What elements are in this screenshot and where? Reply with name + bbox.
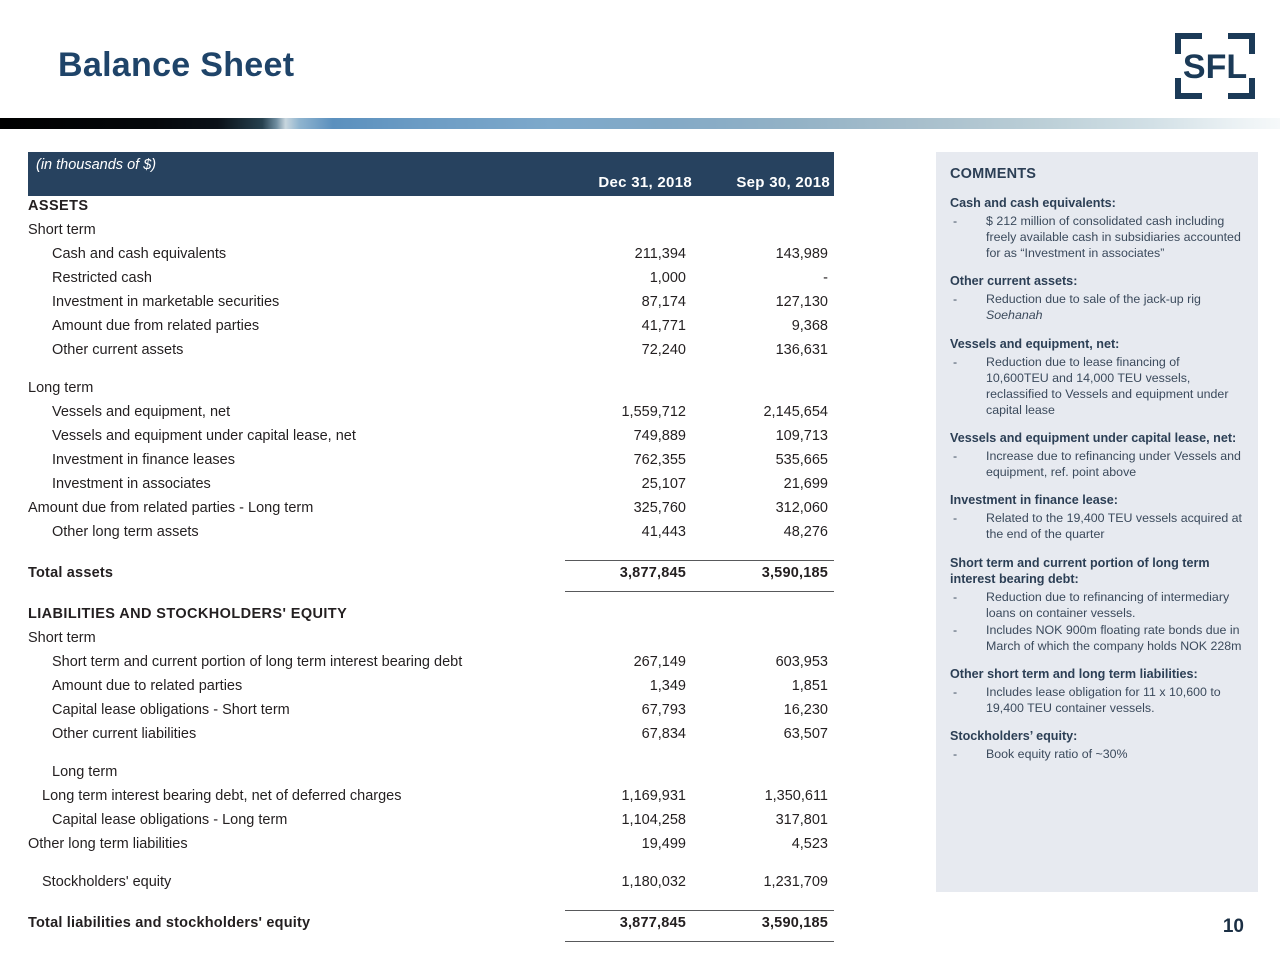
sfl-logo-text: SFL xyxy=(1182,48,1248,86)
comment-text: Includes NOK 900m floating rate bonds due in March of which the company holds NOK 228m xyxy=(986,622,1242,653)
comment-group xyxy=(950,337,1244,418)
comment-group xyxy=(950,431,1244,480)
comment-item xyxy=(950,213,1244,261)
table-units-label: (in thousands of $) xyxy=(36,157,157,173)
comment-text: Increase due to refinancing under Vessels and equipment, ref. point above xyxy=(986,449,1241,480)
row-label: Total assets xyxy=(28,565,114,581)
row-value-dec: 267,149 xyxy=(633,654,686,670)
row-value-dec: 1,000 xyxy=(649,270,686,286)
row-value-sep: 1,851 xyxy=(791,678,828,694)
table-row xyxy=(28,628,834,652)
comments-title: COMMENTS xyxy=(950,166,1037,182)
table-row xyxy=(28,700,834,724)
comment-heading: Stockholders’ equity: xyxy=(950,729,1078,744)
row-value-dec: 3,877,845 xyxy=(619,565,686,581)
row-label: Short term xyxy=(28,630,96,646)
row-label: Vessels and equipment, net xyxy=(52,404,231,420)
table-row xyxy=(28,604,834,628)
comment-group xyxy=(950,493,1244,542)
row-label: Investment in finance leases xyxy=(52,452,235,468)
row-label: Cash and cash equivalents xyxy=(52,246,227,262)
row-value-dec: 19,499 xyxy=(641,836,686,852)
comment-text: $ 212 million of consolidated cash including freely available cash in subsidiaries accounted for as “Investment in associates” xyxy=(986,213,1241,261)
row-value-dec: 762,355 xyxy=(633,452,686,468)
row-label: Other current assets xyxy=(52,342,184,358)
row-value-sep: 63,507 xyxy=(783,726,828,742)
row-value-sep: 3,590,185 xyxy=(761,915,828,931)
comment-item xyxy=(950,746,1244,762)
row-value-sep: 21,699 xyxy=(783,476,828,492)
row-label: Short term and current portion of long term interest bearing debt xyxy=(52,654,463,670)
table-row xyxy=(28,316,834,340)
comment-group xyxy=(950,667,1244,716)
bullet-dash-icon: - xyxy=(953,685,958,699)
comment-heading: Vessels and equipment under capital lease, net: xyxy=(950,431,1237,446)
row-label: Investment in associates xyxy=(52,476,211,492)
bullet-dash-icon: - xyxy=(953,622,958,637)
comment-group xyxy=(950,274,1244,323)
table-row xyxy=(28,498,834,522)
row-label: Capital lease obligations - Short term xyxy=(52,702,290,718)
table-row xyxy=(28,220,834,244)
header-divider-rule xyxy=(0,118,1280,129)
row-value-dec: 3,877,845 xyxy=(619,915,686,931)
row-value-sep: 127,130 xyxy=(775,294,828,310)
table-row xyxy=(28,676,834,700)
table-row xyxy=(28,522,834,546)
row-value-sep: 1,231,709 xyxy=(763,874,828,890)
comment-item xyxy=(950,448,1244,480)
bullet-dash-icon: - xyxy=(953,213,958,228)
comment-heading: Other short term and long term liabilities: xyxy=(950,667,1198,682)
row-value-dec: 67,834 xyxy=(641,726,686,742)
row-value-sep: 136,631 xyxy=(775,342,828,358)
bullet-dash-icon: - xyxy=(953,747,958,762)
table-row xyxy=(28,340,834,364)
comment-heading: Investment in finance lease: xyxy=(950,493,1118,508)
table-row xyxy=(28,834,834,858)
row-label: Long term xyxy=(52,764,118,780)
table-row xyxy=(28,196,834,220)
row-value-dec: 1,104,258 xyxy=(621,812,686,828)
comment-group xyxy=(950,729,1244,762)
comment-item xyxy=(950,622,1244,654)
row-label: Amount due to related parties xyxy=(52,678,243,694)
sfl-logo xyxy=(1172,30,1258,102)
row-label: Short term xyxy=(28,222,96,238)
table-row xyxy=(28,450,834,474)
row-value-sep: 312,060 xyxy=(775,500,828,516)
table-body xyxy=(28,196,834,940)
row-label: Other long term assets xyxy=(52,524,199,540)
row-value-dec: 211,394 xyxy=(634,246,686,262)
row-label: Total liabilities and stockholders' equity xyxy=(28,915,311,931)
row-value-dec: 41,443 xyxy=(641,524,686,540)
table-row xyxy=(28,426,834,450)
row-label: Stockholders' equity xyxy=(42,874,172,890)
row-value-sep: 16,230 xyxy=(783,702,828,718)
comment-text: Related to the 19,400 TEU vessels acquired at the end of the quarter xyxy=(986,511,1242,542)
table-row xyxy=(28,872,834,896)
row-value-sep: 2,145,654 xyxy=(763,404,828,420)
row-value-dec: 72,240 xyxy=(641,342,686,358)
comment-text: Reduction due to refinancing of intermediary loans on container vessels. xyxy=(986,589,1230,620)
table-spacer xyxy=(28,858,834,872)
row-value-sep: 1,350,611 xyxy=(764,788,828,804)
table-row xyxy=(28,724,834,748)
row-value-dec: 1,349 xyxy=(649,678,686,694)
row-label: Investment in marketable securities xyxy=(52,294,280,310)
comment-item xyxy=(950,589,1244,621)
row-value-sep: 317,801 xyxy=(775,812,828,828)
column-header-dec: Dec 31, 2018 xyxy=(598,174,692,191)
column-header-sep: Sep 30, 2018 xyxy=(736,174,830,191)
table-spacer xyxy=(28,364,834,378)
bullet-dash-icon: - xyxy=(953,511,958,526)
comment-item xyxy=(950,354,1244,419)
row-label: Other current liabilities xyxy=(52,726,197,742)
row-value-sep: 143,989 xyxy=(775,246,828,262)
page-number: 10 xyxy=(1222,916,1244,937)
row-label: Amount due from related parties - Long term xyxy=(28,500,314,516)
comment-heading: Cash and cash equivalents: xyxy=(950,196,1116,210)
row-value-dec: 25,107 xyxy=(641,476,686,492)
row-value-dec: 1,180,032 xyxy=(621,874,686,890)
row-label: Capital lease obligations - Long term xyxy=(52,812,288,828)
comments-body xyxy=(950,196,1244,762)
comment-item xyxy=(950,510,1244,542)
row-label: Vessels and equipment under capital lease, net xyxy=(52,428,356,444)
table-total-row xyxy=(28,560,834,590)
bullet-dash-icon: - xyxy=(953,589,958,604)
row-value-sep: - xyxy=(823,270,828,286)
table-spacer xyxy=(28,748,834,762)
row-value-dec: 87,174 xyxy=(641,294,686,310)
row-value-dec: 1,169,931 xyxy=(621,788,686,804)
row-value-sep: 535,665 xyxy=(775,452,828,468)
row-value-dec: 325,760 xyxy=(633,500,686,516)
comment-emphasis: Soehanah xyxy=(986,308,1043,323)
comment-heading: Other current assets: xyxy=(950,274,1078,289)
row-value-dec: 41,771 xyxy=(641,318,686,334)
table-row xyxy=(28,402,834,426)
comment-heading: Vessels and equipment, net: xyxy=(950,336,1120,351)
bullet-dash-icon: - xyxy=(953,354,958,369)
row-value-dec: 67,793 xyxy=(641,702,686,718)
bullet-dash-icon: - xyxy=(953,449,958,464)
row-value-sep: 4,523 xyxy=(791,836,828,852)
row-value-sep: 603,953 xyxy=(775,654,828,670)
table-row xyxy=(28,810,834,834)
row-label: Long term xyxy=(28,380,94,396)
table-row xyxy=(28,652,834,676)
comment-group xyxy=(950,196,1244,261)
row-value-sep: 9,368 xyxy=(791,318,828,334)
table-row xyxy=(28,474,834,498)
table-header-band xyxy=(28,152,834,196)
table-row xyxy=(28,292,834,316)
comment-heading: Short term and current portion of long term interest bearing debt: xyxy=(950,555,1210,586)
comment-item: - Reduction due to sale of the jack-up rig Soehanah xyxy=(953,292,1201,323)
table-spacer xyxy=(28,896,834,910)
comments-panel xyxy=(936,152,1258,892)
table-total-row xyxy=(28,910,834,940)
table-spacer xyxy=(28,590,834,604)
table-spacer xyxy=(28,546,834,560)
comment-text: Includes lease obligation for 11 x 10,600 to 19,400 TEU container vessels. xyxy=(986,685,1221,716)
row-label: Restricted cash xyxy=(52,270,152,286)
comment-text: Reduction due to lease financing of 10,600TEU and 14,000 TEU vessels, reclassified to Vessels and equipment under capital lease xyxy=(986,354,1229,417)
table-row xyxy=(28,762,834,786)
row-value-sep: 3,590,185 xyxy=(761,565,828,581)
page-title: Balance Sheet xyxy=(58,46,295,84)
comment-group xyxy=(950,556,1244,654)
bullet-dash-icon: - xyxy=(953,292,958,307)
row-label: ASSETS xyxy=(28,198,89,214)
table-row xyxy=(28,378,834,402)
slide-header xyxy=(0,0,1280,118)
row-value-sep: 48,276 xyxy=(783,524,828,540)
table-row xyxy=(28,268,834,292)
row-label: Amount due from related parties xyxy=(52,318,260,334)
row-value-dec: 1,559,712 xyxy=(621,404,686,420)
row-value-sep: 109,713 xyxy=(775,428,828,444)
row-label: Long term interest bearing debt, net of deferred charges xyxy=(42,788,402,804)
balance-sheet-table xyxy=(28,152,834,940)
table-row xyxy=(28,244,834,268)
comment-text: Book equity ratio of ~30% xyxy=(986,747,1128,762)
row-label: LIABILITIES AND STOCKHOLDERS' EQUITY xyxy=(28,606,348,622)
comment-item xyxy=(950,684,1244,716)
row-label: Other long term liabilities xyxy=(28,836,188,852)
table-row xyxy=(28,786,834,810)
row-value-dec: 749,889 xyxy=(633,428,686,444)
